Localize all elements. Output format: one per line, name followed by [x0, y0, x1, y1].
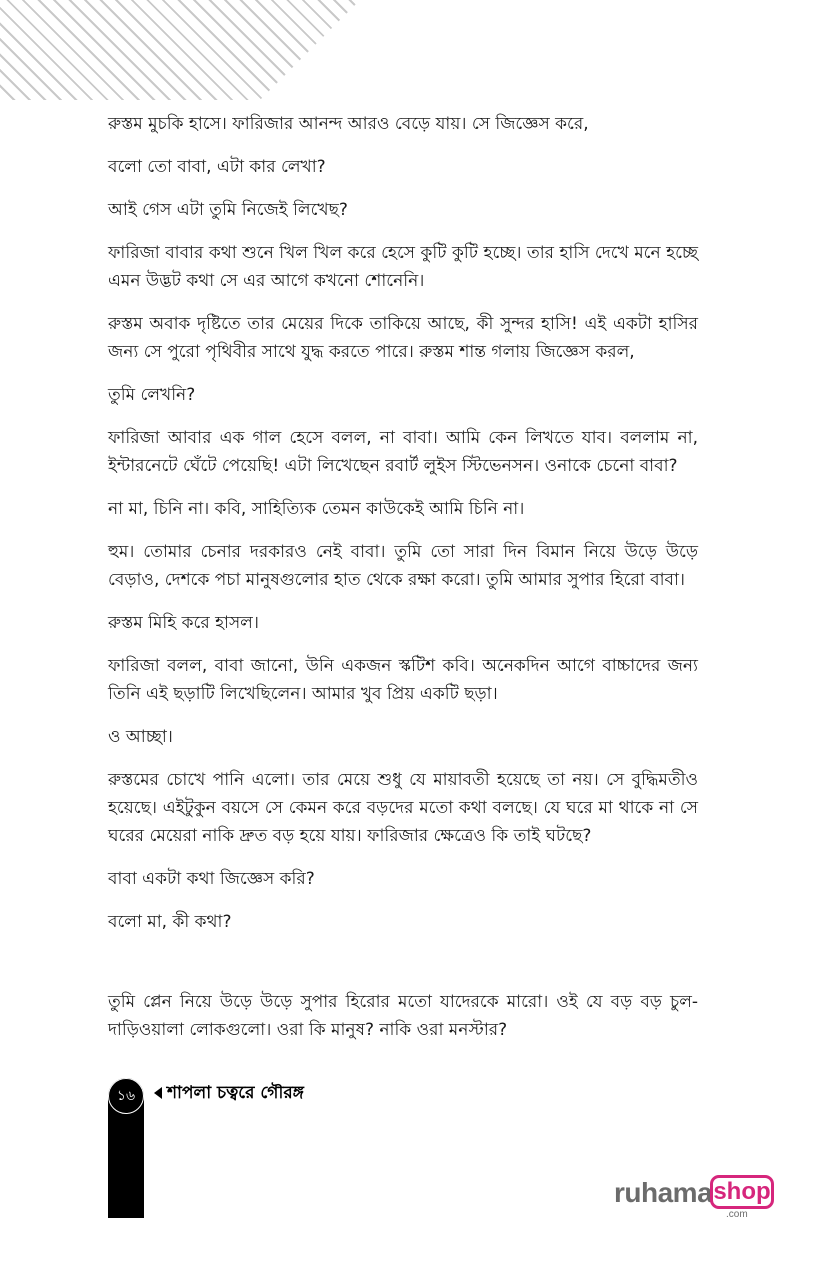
page-body	[108, 110, 698, 1059]
arrow-left-icon	[154, 1087, 162, 1099]
ruhamashop-logo	[614, 1175, 784, 1223]
paragraph: তুমি প্লেন নিয়ে উড়ে উড়ে সুপার হিরোর মতো যাদেরকে মারো। ওই যে বড় বড় চুল-দাড়িওয়ালা লোকগুলো। ওরা কি মানুষ? নাকি ওরা মনস্টার?	[108, 992, 698, 1040]
paragraph: ও আচ্ছা।	[108, 727, 173, 747]
paragraph: রুস্তম অবাক দৃষ্টিতে তার মেয়ের দিকে তাকিয়ে আছে, কী সুন্দর হাসি! এই একটা হাসির জন্য সে পুরো পৃথিবীর সাথে যুদ্ধ করতে পারে। রুস্তম শান্ত গলায় জিজ্ঞেস করল,	[108, 314, 698, 362]
decorative-hatch-pattern	[0, 0, 360, 100]
paragraph: ফারিজা আবার এক গাল হেসে বলল, না বাবা। আমি কেন লিখতে যাব। বললাম না, ইন্টারনেটে ঘেঁটে পেয়েছি! এটা লিখেছেন রবার্ট লুইস স্টিভেনসন। ওনাকে চেনো বাবা?	[108, 428, 698, 476]
logo-text-shop: shop	[710, 1175, 774, 1209]
page-number: ১৬	[108, 1078, 144, 1114]
paragraph: রুস্তম মুচকি হাসে। ফারিজার আনন্দ আরও বেড়ে যায়। সে জিজ্ঞেস করে,	[108, 114, 589, 134]
paragraph: না মা, চিনি না। কবি, সাহিত্যিক তেমন কাউকেই আমি চিনি না।	[108, 499, 525, 519]
paragraph: রুস্তম মিহি করে হাসল।	[108, 613, 259, 633]
paragraph: বলো মা, কী কথা?	[108, 912, 232, 932]
paragraph: বলো তো বাবা, এটা কার লেখা?	[108, 157, 326, 177]
running-footer-title	[154, 1080, 304, 1108]
paragraph: ফারিজা বাবার কথা শুনে খিল খিল করে হেসে কুটি কুটি হচ্ছে। তার হাসি দেখে মনে হচ্ছে এমন উদ্ভট কথা সে এর আগে কখনো শোনেনি।	[108, 243, 698, 291]
paragraph: তুমি লেখনি?	[108, 385, 196, 405]
logo-text-ruhama: ruhama	[614, 1177, 713, 1208]
logo-text-dotcom: .com	[726, 1209, 748, 1220]
paragraph: আই গেস এটা তুমি নিজেই লিখেছ?	[108, 200, 348, 220]
paragraph: ফারিজা বলল, বাবা জানো, উনি একজন স্কটিশ কবি। অনেকদিন আগে বাচ্চাদের জন্য তিনি এই ছড়াটি লিখেছিলেন। আমার খুব প্রিয় একটি ছড়া।	[108, 656, 698, 704]
paragraph: বাবা একটা কথা জিজ্ঞেস করি?	[108, 869, 315, 889]
paragraph: হুম। তোমার চেনার দরকারও নেই বাবা। তুমি তো সারা দিন বিমান নিয়ে উড়ে উড়ে বেড়াও, দেশকে পচা মানুষগুলোর হাত থেকে রক্ষা করো। তুমি আমার সুপার হিরো বাবা।	[108, 542, 698, 590]
paragraph: রুস্তমের চোখে পানি এলো। তার মেয়ে শুধু যে মায়াবতী হয়েছে তা নয়। সে বুদ্ধিমতীও হয়েছে। এইটুকুন বয়সে সে কেমন করে বড়দের মতো কথা বলছে। যে ঘরে মা থাকে না সে ঘরের মেয়েরা নাকি দ্রুত বড় হয়ে যায়। ফারিজার ক্ষেত্রেও কি তাই ঘটছে?	[108, 770, 698, 846]
book-title-text: শাপলা চত্বরে গৌরঙ্গ	[167, 1083, 304, 1103]
